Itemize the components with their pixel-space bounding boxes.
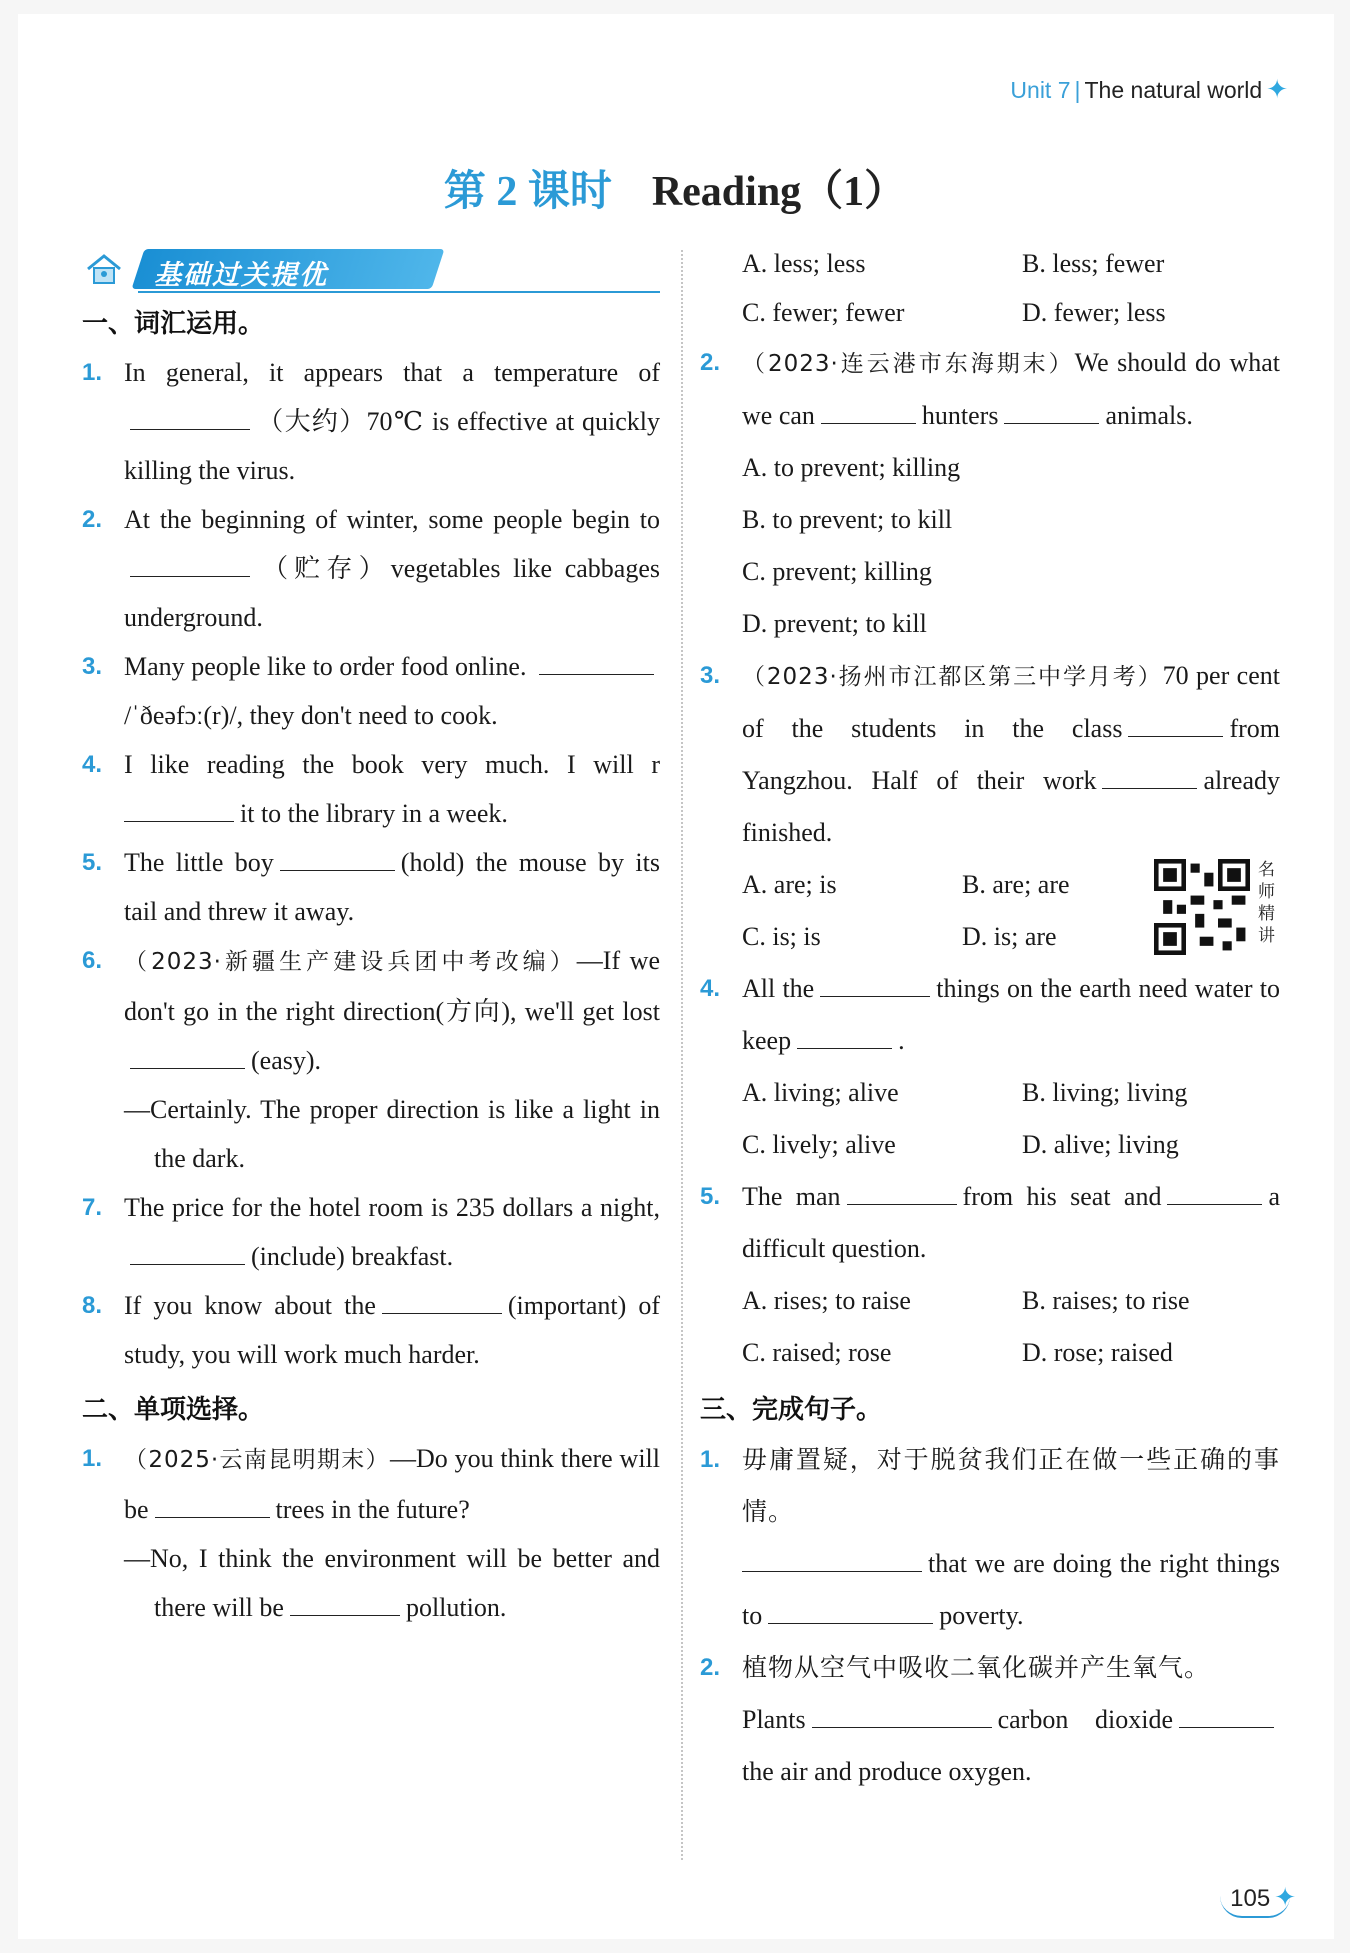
choice-3-options-wrap <box>700 859 1280 963</box>
option-a[interactable]: A. less; less <box>742 249 866 278</box>
option-d[interactable]: D. fewer; less <box>1022 298 1166 327</box>
answer-blank[interactable] <box>742 1543 922 1572</box>
answer-blank[interactable] <box>821 395 916 424</box>
option-a[interactable]: A. are; is <box>742 870 837 899</box>
qr-label: 名师精讲 <box>1258 860 1275 946</box>
option-b[interactable]: B. less; fewer <box>1022 249 1165 278</box>
option-c[interactable]: C. prevent; killing <box>742 557 932 586</box>
answer-blank[interactable] <box>812 1699 992 1728</box>
option-b[interactable]: B. to prevent; to kill <box>742 505 953 534</box>
vocab-question-3: 3. Many people like to order food online. /ˈðeəfɔː(r)/, they don't need to cook. <box>82 642 660 740</box>
answer-blank[interactable] <box>130 548 250 577</box>
answer-blank[interactable] <box>1167 1176 1262 1205</box>
section-choice-title: 二、单项选择。 <box>82 1395 265 1425</box>
choice-question-2: 2. （2023·连云港市东海期末）We should do what we can hunters animals. <box>700 348 1280 430</box>
option-a[interactable]: A. to prevent; killing <box>742 453 961 482</box>
answer-blank[interactable] <box>290 1587 400 1616</box>
answer-blank[interactable] <box>1179 1699 1274 1728</box>
column-divider <box>681 250 683 1860</box>
vocab-question-2: 2. At the beginning of winter, some people begin to（贮存）vegetables like cabbages underground. <box>82 505 660 632</box>
vocab-question-6: 6. （2023·新疆生产建设兵团中考改编）—If we don't go in the right direction(方向), we'll get lost(easy). —Certainly. The proper direction is like a light in the dark. <box>82 946 660 1173</box>
answer-blank[interactable] <box>130 401 250 430</box>
unit-label: Unit 7 <box>1010 77 1071 103</box>
lesson-number: 第 2 课时 <box>443 169 612 215</box>
sparkle-icon: ✦ <box>1274 1882 1296 1912</box>
answer-blank[interactable] <box>124 793 234 822</box>
option-a[interactable]: A. living; alive <box>742 1078 899 1107</box>
right-column <box>700 245 1280 1798</box>
vocab-question-8: 8. If you know about the (important) of study, you will work much harder. <box>82 1281 660 1379</box>
vocab-question-7: 7. The price for the hotel room is 235 dollars a night,(include) breakfast. <box>82 1193 660 1271</box>
answer-blank[interactable] <box>1128 708 1223 737</box>
header-separator: | <box>1074 77 1081 103</box>
choice-question-3: 3. （2023·扬州市江都区第三中学月考）70 per cent of the students in the class from Yangzhou. Half of their work already finished. <box>700 661 1280 847</box>
answer-blank[interactable] <box>539 646 654 675</box>
vocab-question-1: 1. In general, it appears that a temperature of（大约）70℃ is effective at quickly killing the virus. <box>82 358 660 485</box>
answer-blank[interactable] <box>382 1285 502 1314</box>
sparkle-icon: ✦ <box>1266 74 1288 104</box>
choice-question-4: 4. All the things on the earth need water to keep . <box>700 963 1280 1067</box>
option-a[interactable]: A. rises; to raise <box>742 1286 911 1315</box>
qr-code[interactable] <box>1154 859 1250 955</box>
banner-underline <box>138 291 660 293</box>
option-b[interactable]: B. are; are <box>962 870 1070 899</box>
option-b[interactable]: B. living; living <box>1022 1078 1188 1107</box>
sentence-question-2: 2. 植物从空气中吸收二氧化碳并产生氧气。 Plants carbon dioxidethe air and produce oxygen. <box>700 1642 1280 1798</box>
choice-4-options <box>700 1067 1280 1171</box>
section-sentence-title: 三、完成句子。 <box>700 1395 883 1425</box>
option-d[interactable]: D. alive; living <box>1022 1130 1179 1159</box>
answer-blank[interactable] <box>1102 760 1197 789</box>
answer-blank[interactable] <box>130 1040 245 1069</box>
option-c[interactable]: C. fewer; fewer <box>742 298 905 327</box>
answer-blank[interactable] <box>280 842 395 871</box>
sentence-question-1: 1. 毋庸置疑，对于脱贫我们正在做一些正确的事情。 that we are doing the right things to poverty. <box>700 1445 1280 1630</box>
choice-5-options <box>700 1275 1280 1379</box>
option-b[interactable]: B. raises; to rise <box>1022 1286 1190 1315</box>
choice-1-options <box>700 239 1280 337</box>
choice-2-options <box>700 442 1280 650</box>
option-c[interactable]: C. is; is <box>742 922 821 951</box>
option-c[interactable]: C. raised; rose <box>742 1338 892 1367</box>
vocab-question-4: 4. I like reading the book very much. I will rit to the library in a week. <box>82 750 660 828</box>
answer-blank[interactable] <box>847 1176 957 1205</box>
option-d[interactable]: D. rose; raised <box>1022 1338 1173 1367</box>
answer-blank[interactable] <box>130 1236 245 1265</box>
vocab-question-5: 5. The little boy (hold) the mouse by its tail and threw it away. <box>82 838 660 936</box>
unit-topic: The natural world <box>1084 77 1263 103</box>
option-d[interactable]: D. is; are <box>962 922 1057 951</box>
page-number: 105 ✦ <box>1230 1882 1296 1913</box>
house-icon <box>86 253 122 285</box>
option-d[interactable]: D. prevent; to kill <box>742 609 927 638</box>
page-title <box>0 158 1350 218</box>
banner-text: 基础过关提优 <box>154 260 328 291</box>
answer-blank[interactable] <box>1004 395 1099 424</box>
lesson-name: Reading（1） <box>651 169 907 215</box>
answer-blank[interactable] <box>797 1020 892 1049</box>
left-column <box>82 245 660 1632</box>
choice-question-5: 5. The man from his seat and a difficult question. <box>700 1171 1280 1275</box>
section-vocabulary-title: 一、词汇运用。 <box>82 309 265 339</box>
section-banner <box>82 245 660 293</box>
answer-blank[interactable] <box>820 968 930 997</box>
choice-question-1: 1. （2025·云南昆明期末）—Do you think there will be trees in the future? —No, I think the environment will be better and there will be pollution. <box>82 1444 660 1622</box>
answer-blank[interactable] <box>768 1595 933 1624</box>
running-header <box>1010 74 1288 105</box>
option-c[interactable]: C. lively; alive <box>742 1130 896 1159</box>
answer-blank[interactable] <box>155 1489 270 1518</box>
